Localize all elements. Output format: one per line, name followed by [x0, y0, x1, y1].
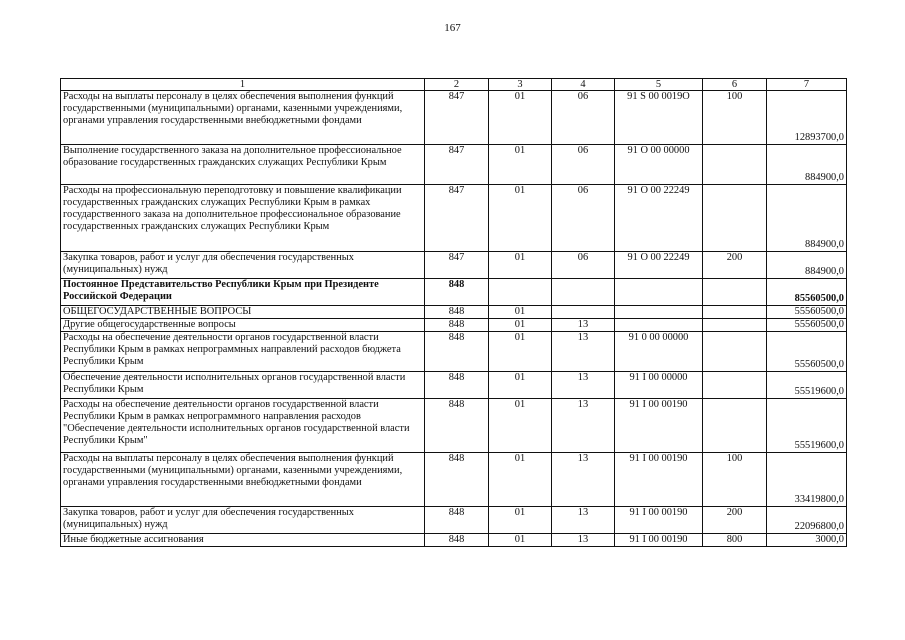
ministry-code: 847 — [425, 145, 489, 185]
expense-type-code: 800 — [703, 534, 767, 547]
ministry-code: 848 — [425, 319, 489, 332]
expense-type-code — [703, 306, 767, 319]
row-description: Иные бюджетные ассигнования — [61, 534, 425, 547]
ministry-code: 848 — [425, 279, 489, 306]
section-code: 01 — [489, 306, 552, 319]
row-description: Обеспечение деятельности исполнительных органов государственной власти Республики Крым — [61, 372, 425, 399]
column-header: 4 — [552, 79, 615, 91]
expense-type-code — [703, 332, 767, 372]
ministry-code: 848 — [425, 534, 489, 547]
row-description: Расходы на обеспечение деятельности органов государственной власти Республики Крым в рамках непрограммных направлений расходов бюджета Республики Крым — [61, 332, 425, 372]
expense-type-code: 200 — [703, 252, 767, 279]
subsection-code: 06 — [552, 91, 615, 145]
section-code: 01 — [489, 91, 552, 145]
subsection-code: 13 — [552, 319, 615, 332]
subsection-code: 13 — [552, 399, 615, 453]
amount: 55560500,0 — [767, 319, 847, 332]
table-row — [61, 453, 847, 507]
column-header: 6 — [703, 79, 767, 91]
row-description: Расходы на выплаты персоналу в целях обеспечения выполнения функций государственными (муниципальными) органами, казенными учреждениями, органами управления государственными внебюджетными фондами — [61, 91, 425, 145]
expense-type-code — [703, 399, 767, 453]
section-code: 01 — [489, 319, 552, 332]
target-article-code — [615, 279, 703, 306]
amount: 3000,0 — [767, 534, 847, 547]
amount: 33419800,0 — [767, 453, 847, 507]
expense-type-code — [703, 145, 767, 185]
column-header: 7 — [767, 79, 847, 91]
column-header: 1 — [61, 79, 425, 91]
expense-type-code: 100 — [703, 91, 767, 145]
row-description: Расходы на выплаты персоналу в целях обеспечения выполнения функций государственными (муниципальными) органами, казенными учреждениями, органами управления государственными внебюджетными фондами — [61, 453, 425, 507]
section-code: 01 — [489, 252, 552, 279]
row-description: Расходы на профессиональную переподготовку и повышение квалификации государственных гражданских служащих Республики Крым в рамках государственного заказа на дополнительное профессиональное образование государственных гражданских служащих Республики Крым — [61, 185, 425, 252]
target-article-code: 91 I 00 00190 — [615, 399, 703, 453]
table-row — [61, 332, 847, 372]
section-code: 01 — [489, 372, 552, 399]
table-row — [61, 279, 847, 306]
amount: 55519600,0 — [767, 399, 847, 453]
subsection-code: 13 — [552, 372, 615, 399]
subsection-code: 06 — [552, 145, 615, 185]
amount: 884900,0 — [767, 185, 847, 252]
target-article-code: 91 O 00 22249 — [615, 185, 703, 252]
section-code — [489, 279, 552, 306]
table-row — [61, 306, 847, 319]
section-code: 01 — [489, 145, 552, 185]
target-article-code — [615, 306, 703, 319]
subsection-code — [552, 279, 615, 306]
expense-type-code — [703, 279, 767, 306]
ministry-code: 847 — [425, 91, 489, 145]
section-code: 01 — [489, 399, 552, 453]
row-description: Другие общегосударственные вопросы — [61, 319, 425, 332]
row-description: Закупка товаров, работ и услуг для обеспечения государственных (муниципальных) нужд — [61, 252, 425, 279]
target-article-code: 91 I 00 00190 — [615, 453, 703, 507]
amount: 884900,0 — [767, 252, 847, 279]
amount: 55560500,0 — [767, 332, 847, 372]
target-article-code: 91 I 00 00190 — [615, 534, 703, 547]
expense-type-code — [703, 372, 767, 399]
ministry-code: 848 — [425, 306, 489, 319]
column-header: 3 — [489, 79, 552, 91]
target-article-code: 91 O 00 22249 — [615, 252, 703, 279]
table-row — [61, 252, 847, 279]
section-code: 01 — [489, 453, 552, 507]
ministry-code: 848 — [425, 372, 489, 399]
table-row — [61, 507, 847, 534]
expense-type-code: 200 — [703, 507, 767, 534]
amount: 884900,0 — [767, 145, 847, 185]
subsection-code: 13 — [552, 507, 615, 534]
subsection-code — [552, 306, 615, 319]
subsection-code: 13 — [552, 534, 615, 547]
row-description: Постоянное Представительство Республики Крым при Президенте Российской Федерации — [61, 279, 425, 306]
table-row — [61, 372, 847, 399]
row-description: ОБЩЕГОСУДАРСТВЕННЫЕ ВОПРОСЫ — [61, 306, 425, 319]
expense-type-code — [703, 185, 767, 252]
subsection-code: 06 — [552, 252, 615, 279]
target-article-code: 91 S 00 0019O — [615, 91, 703, 145]
ministry-code: 848 — [425, 399, 489, 453]
table-row — [61, 145, 847, 185]
subsection-code: 13 — [552, 453, 615, 507]
column-header: 2 — [425, 79, 489, 91]
target-article-code: 91 0 00 00000 — [615, 332, 703, 372]
table-row — [61, 534, 847, 547]
expense-type-code — [703, 319, 767, 332]
section-code: 01 — [489, 185, 552, 252]
section-code: 01 — [489, 332, 552, 372]
table-header-row — [61, 79, 847, 91]
expense-type-code: 100 — [703, 453, 767, 507]
table-row — [61, 399, 847, 453]
row-description: Выполнение государственного заказа на дополнительное профессиональное образование государственных гражданских служащих Республики Крым — [61, 145, 425, 185]
page-number: 167 — [444, 22, 461, 34]
amount: 55560500,0 — [767, 306, 847, 319]
subsection-code: 13 — [552, 332, 615, 372]
amount: 12893700,0 — [767, 91, 847, 145]
column-header: 5 — [615, 79, 703, 91]
table-row — [61, 91, 847, 145]
ministry-code: 848 — [425, 453, 489, 507]
section-code: 01 — [489, 534, 552, 547]
amount: 55519600,0 — [767, 372, 847, 399]
row-description: Закупка товаров, работ и услуг для обеспечения государственных (муниципальных) нужд — [61, 507, 425, 534]
target-article-code: 91 I 00 00000 — [615, 372, 703, 399]
target-article-code: 91 I 00 00190 — [615, 507, 703, 534]
amount: 85560500,0 — [767, 279, 847, 306]
subsection-code: 06 — [552, 185, 615, 252]
budget-table — [60, 78, 847, 547]
ministry-code: 847 — [425, 185, 489, 252]
row-description: Расходы на обеспечение деятельности органов государственной власти Республики Крым в рамках непрограммного направления расходов "Обеспечение деятельности исполнительных органов государственной власти Республики Крым" — [61, 399, 425, 453]
section-code: 01 — [489, 507, 552, 534]
table-row — [61, 319, 847, 332]
target-article-code — [615, 319, 703, 332]
table-row — [61, 185, 847, 252]
target-article-code: 91 O 00 00000 — [615, 145, 703, 185]
amount: 22096800,0 — [767, 507, 847, 534]
ministry-code: 848 — [425, 332, 489, 372]
ministry-code: 848 — [425, 507, 489, 534]
ministry-code: 847 — [425, 252, 489, 279]
